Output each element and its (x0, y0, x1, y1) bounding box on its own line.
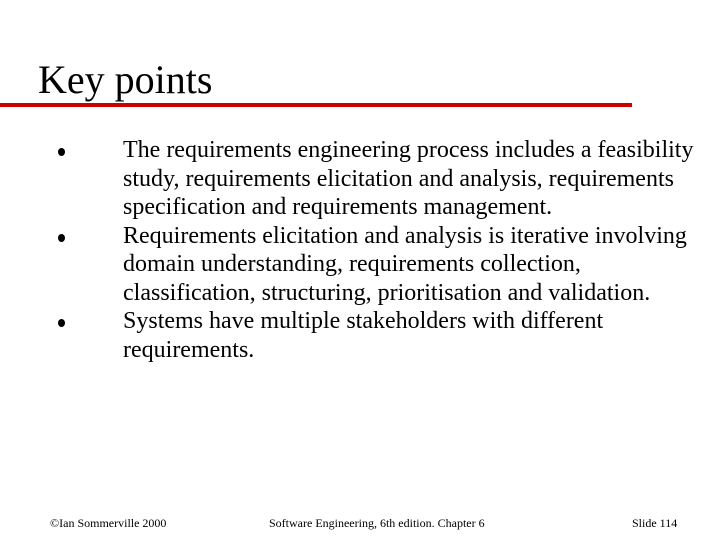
bullet-item (0, 222, 695, 308)
footer-slide-number: Slide 114 (632, 516, 678, 530)
bullet-dot-icon (58, 319, 65, 327)
footer-copyright: ©Ian Sommerville 2000 (50, 516, 167, 530)
slide-title: Key points (38, 57, 213, 102)
bullet-text: Requirements elicitation and analysis is iterative involving domain understanding, requirements collection, classification, structuring, prioritisation and validation. (123, 222, 687, 306)
bullet-dot-icon (58, 148, 65, 156)
bullet-dot-icon (58, 234, 65, 242)
bullet-list (0, 136, 720, 364)
bullet-item (0, 307, 695, 364)
title-underline (0, 103, 632, 107)
footer-book-title: Software Engineering, 6th edition. Chapter 6 (269, 516, 485, 530)
bullet-text: The requirements engineering process includes a feasibility study, requirements elicitation and analysis, requirements specification and requirements management. (123, 137, 694, 220)
bullet-text: Systems have multiple stakeholders with different requirements. (123, 308, 604, 363)
bullet-item (0, 136, 695, 222)
